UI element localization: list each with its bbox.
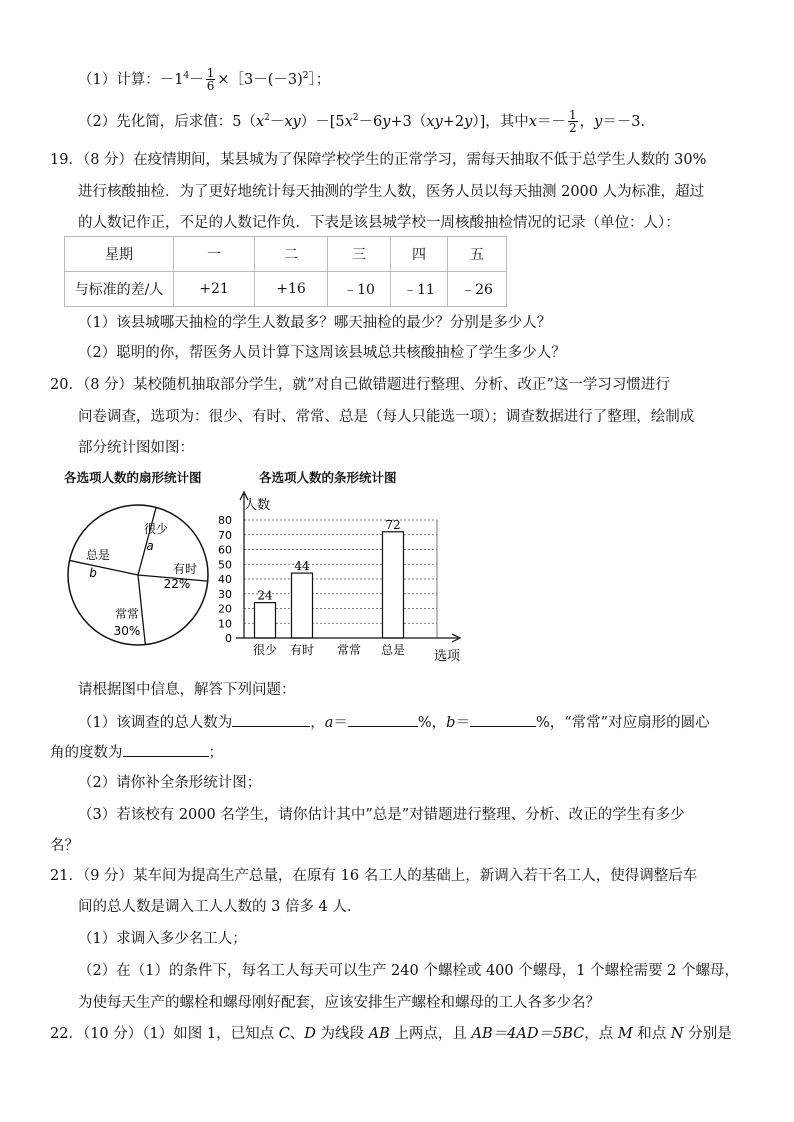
pie-label-youshi: 有时 — [172, 562, 198, 576]
pie-value-changchang: 30% — [113, 624, 141, 638]
x-axis-label: 选项 — [434, 649, 461, 664]
table-cell: ﹣26 — [448, 272, 507, 307]
table-cell: +21 — [174, 272, 255, 307]
pie-value-henshao: a — [146, 539, 154, 553]
pie-value-zongshi: b — [89, 566, 97, 580]
q19-line1: 19．（8 分）在疫情期间，某县城为了保障学校学生的正常学习，需每天抽取不低于总学生人数的 30% — [50, 152, 707, 168]
q19-sub1: （1）该县城哪天抽检的学生人数最多？哪天抽检的最少？分别是多少人？ — [78, 315, 552, 331]
q21-sub2-line1: （2）在（1）的条件下，每名工人每天可以生产 240 个螺栓或 400 个螺母，1 个螺栓需要 2 个螺母， — [78, 963, 740, 979]
q20-sub2: （2）请你补全条形统计图； — [78, 775, 262, 791]
x-tick-label: 总是 — [380, 643, 406, 657]
table-cell: ﹣11 — [391, 272, 448, 307]
q21-sub2-line2: 为使每天生产的螺栓和螺母刚好配套，应该安排生产螺栓和螺母的工人各多少名？ — [78, 995, 600, 1011]
q20-intro: 请根据图中信息，解答下列问题： — [78, 682, 296, 698]
y-tick-label: 20 — [218, 602, 232, 616]
y-tick-label: 10 — [218, 617, 232, 631]
y-tick-label: 70 — [218, 528, 232, 542]
y-tick-label: 30 — [218, 587, 232, 601]
q18-part1: （1）计算：$-1^4-$ $\frac{1}{6}$ $\times[3-(-3)^2]$； — [78, 66, 331, 94]
answer-blank[interactable] — [470, 712, 536, 727]
table-cell: 三 — [328, 237, 391, 272]
bar — [292, 573, 313, 638]
y-tick-labels — [218, 514, 232, 645]
q19-table — [64, 236, 507, 307]
pie-label-henshao: 很少 — [143, 522, 169, 536]
q20-sub3-line2: 名？ — [50, 838, 79, 854]
bar — [383, 532, 404, 638]
table-cell: 与标准的差/人 — [65, 272, 174, 307]
table-cell: +16 — [255, 272, 328, 307]
bar-value-label: 44 — [294, 559, 310, 574]
bar-chart — [212, 480, 472, 668]
fraction: $\frac{1}{6}$ — [206, 66, 215, 94]
pie-label-changchang: 常常 — [114, 607, 140, 621]
q20-line2: 问卷调查，选项为：很少、有时、常常、总是（每人只能选一项）；调查数据进行了整理，绘制成 — [78, 409, 695, 425]
q19-line2: 进行核酸抽检．为了更好地统计每天抽测的学生人数，医务人员以每天抽测 2000 人为标准，超过 — [78, 184, 705, 200]
y-tick-label: 80 — [218, 514, 232, 527]
bar-chart-title: 各选项人数的条形统计图 — [259, 470, 397, 485]
answer-blank[interactable] — [123, 742, 209, 757]
table-row — [65, 272, 507, 307]
q20-line1: 20．（8 分）某校随机抽取部分学生，就”对自己做错题进行整理、分析、改正”这一学习习惯进行 — [50, 377, 670, 393]
table-cell: ﹣10 — [328, 272, 391, 307]
x-tick-labels — [253, 642, 405, 657]
y-tick-label: 0 — [225, 632, 232, 645]
table-cell: 一 — [174, 237, 255, 272]
pie-value-youshi: 22% — [163, 577, 191, 591]
table-cell: 五 — [448, 237, 507, 272]
pie-label-zongshi: 总是 — [85, 548, 111, 562]
x-tick-label: 有时 — [289, 643, 315, 657]
table-cell: 二 — [255, 237, 328, 272]
q20-sub3-line1: （3）若该校有 2000 名学生，请你估计其中”总是”对错题进行整理、分析、改正的学生有多少 — [78, 807, 685, 823]
bar-value-label: 24 — [257, 588, 273, 603]
y-tick-label: 40 — [218, 573, 232, 586]
y-tick-label: 60 — [218, 543, 232, 557]
q21-line2: 间的总人数是调入工人人数的 3 倍多 4 人． — [78, 899, 362, 915]
q20-line3: 部分统计图如图： — [78, 440, 194, 456]
q20-sub1-line1: （1）该调查的总人数为 ，a＝ %，b＝ %，“常常”对应扇形的圆心 — [78, 712, 710, 733]
table-row — [65, 237, 507, 272]
q21-sub1: （1）求调入多少名工人； — [78, 931, 247, 947]
table-cell: 星期 — [65, 237, 174, 272]
x-tick-label: 很少 — [252, 643, 278, 657]
y-axis-label: 人数 — [244, 498, 271, 513]
fraction: $\frac{1}{2}$ — [568, 108, 577, 136]
q19-sub2: （2）聪明的你，帮医务人员计算下这周该县城总共核酸抽检了学生多少人？ — [78, 345, 566, 361]
q21-line1: 21．（9 分）某车间为提高生产总量，在原有 16 名工人的基础上，新调入若干名工人，使得调整后车 — [50, 868, 698, 884]
answer-blank[interactable] — [232, 712, 310, 727]
q19-line3: 的人数记作正，不足的人数记作负．下表是该县城学校一周核酸抽检情况的记录（单位：人）： — [78, 215, 680, 231]
q22-line1: 22．（10 分）（1）如图 1，已知点 C、D 为线段 AB 上两点，且 AB＝4AD＝5BC，点 M 和点 N 分别是 — [50, 1026, 732, 1042]
q18-part2: （2）先化简，后求值：$5(x^2-xy)-[5x^2-6y+3(xy+2y)]$，其中x＝－ $\frac{1}{2}$ ，y＝－3． — [78, 108, 656, 136]
pie-divider — [70, 560, 138, 575]
x-tick-label: 常常 — [336, 643, 362, 657]
table-cell: 四 — [391, 237, 448, 272]
y-tick-label: 50 — [218, 558, 232, 572]
bar-value-label: 72 — [385, 517, 401, 532]
bars — [255, 518, 404, 638]
q20-sub1-line2: 角的度数为 ； — [50, 742, 223, 763]
answer-blank[interactable] — [348, 712, 418, 727]
bar — [255, 603, 276, 638]
pie-chart-title: 各选项人数的扇形统计图 — [64, 470, 202, 485]
pie-chart — [60, 495, 220, 655]
